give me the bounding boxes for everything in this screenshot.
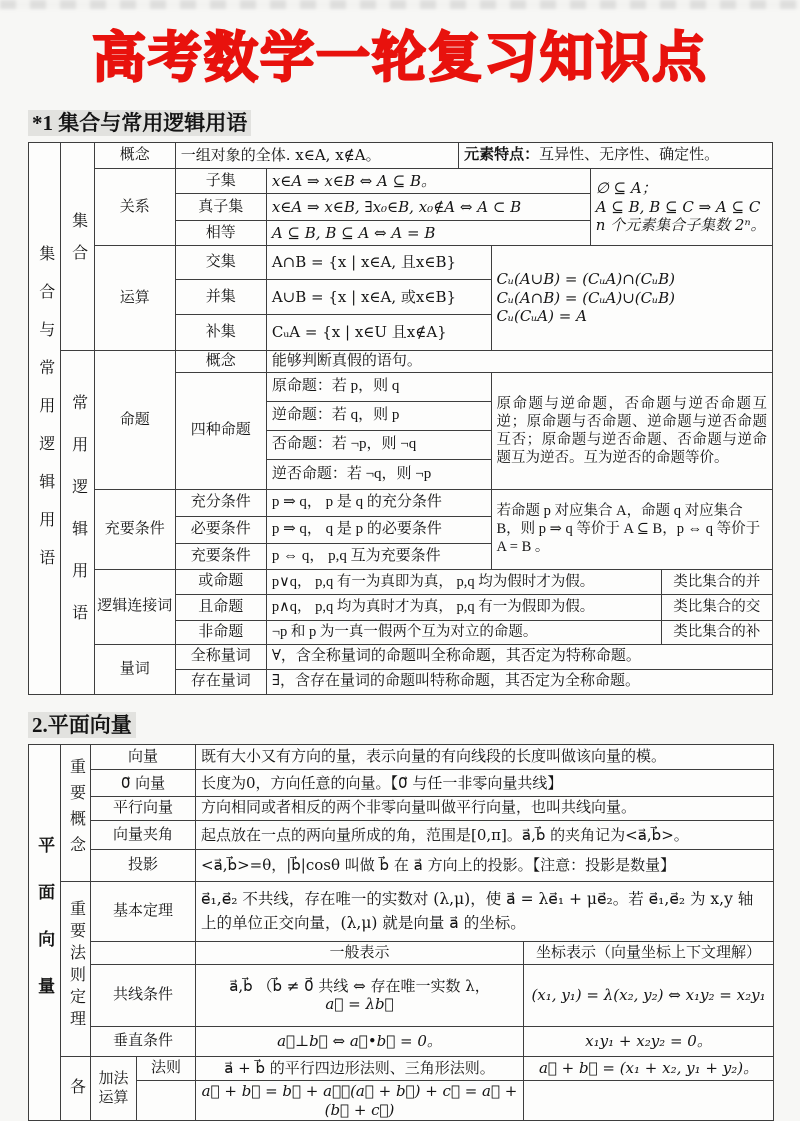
- scan-artifact-strip: [0, 0, 800, 9]
- row-label-concept: 概念: [94, 143, 175, 169]
- element-feature-note: [459, 143, 773, 169]
- row-label-complement: 补集: [175, 315, 266, 351]
- section2-heading: 2.平面向量: [28, 712, 136, 738]
- element-feature-text: 互异性、无序性、确定性。: [539, 147, 720, 164]
- perpendicular-general: a⃗⊥b⃗ ⇔ a⃗•b⃗ = 0。: [196, 1026, 524, 1056]
- universal-quantifier-text: ∀，含全称量词的命题叫全称命题，其否定为特称命题。: [266, 644, 772, 669]
- or-analogy-note: 类比集合的并: [661, 569, 772, 594]
- addition-law-general: a⃗ + b⃗ = b⃗ + a⃗，(a⃗ + b⃗) + c⃗ = a⃗ + (b⃗ + c⃗): [196, 1080, 524, 1121]
- addition-rule-coordinate: a⃗ + b⃗ = (x₁ + x₂, y₁ + y₂)。: [524, 1056, 774, 1080]
- contrapositive-proposition: 逆否命题：若 ¬q，则 ¬p: [266, 459, 491, 489]
- four-propositions-note: 原命题与逆命题，否命题与逆否命题互逆；原命题与否命题、逆命题与逆否命题互否；原命题与逆否命题、否命题与逆命题互为逆否。互为逆否的命题等价。: [491, 372, 772, 489]
- and-analogy-note: 类比集合的交: [661, 594, 772, 620]
- equal-formula: A ⊆ B, B ⊆ A ⇔ A = B: [266, 221, 590, 246]
- section1-heading: *1 集合与常用逻辑用语: [28, 110, 251, 136]
- subset-formula: x∈A ⇒ x∈B ⇔ A ⊆ B。: [266, 169, 590, 194]
- condition-note: 若命题 p 对应集合 A，命题 q 对应集合 B，则 p ⇒ q 等价于 A ⊆ B，p ⇔ q 等价于 A = B 。: [491, 489, 772, 569]
- vector-definition: 既有大小又有方向的量，表示向量的有向线段的长度叫做该向量的模。: [196, 744, 774, 769]
- group-label-addition: 加法运算: [91, 1056, 137, 1121]
- side-label-sets-logic: 集合与常用逻辑用语: [29, 143, 61, 695]
- group-label-operation: 运算: [94, 246, 175, 351]
- complement-law-line2: Cᵤ(A∩B) = (CᵤA)∪(CᵤB): [496, 288, 675, 307]
- collinear-coordinate: (x₁, y₁) = λ(x₂, y₂) ⇔ x₁y₂ = x₂y₁: [524, 964, 774, 1026]
- row-label-fundamental-theorem: 基本定理: [91, 881, 196, 941]
- group-label-key-theorems: 重要法则定理: [61, 881, 91, 1056]
- row-label-vector-angle: 向量夹角: [91, 820, 196, 849]
- relation-note-line2: A ⊆ B, B ⊆ C ⇒ A ⊆ C: [595, 197, 761, 216]
- fundamental-theorem-text: e⃗₁,e⃗₂ 不共线，存在唯一的实数对 (λ,μ)，使 a⃗ = λe⃗₁ + μe⃗₂。若 e⃗₁,e⃗₂ 为 x,y 轴上的单位正交向量，(λ,μ) 就是向量 a⃗ 的坐标。: [196, 881, 774, 941]
- row-label-collinear-condition: 共线条件: [91, 964, 196, 1026]
- row-label-existential: 存在量词: [175, 669, 266, 694]
- row-label-sufficient: 充分条件: [175, 489, 266, 516]
- group-label-key-concepts: 重要概念: [61, 744, 91, 881]
- negative-proposition: 否命题：若 ¬p，则 ¬q: [266, 430, 491, 459]
- general-representation-header: 一般表示: [196, 941, 524, 964]
- page-title: 高考数学一轮复习知识点: [92, 28, 708, 88]
- complement-laws-note: [491, 246, 772, 351]
- row-label-or: 或命题: [175, 569, 266, 594]
- row-label-addition-rule: 法则: [137, 1056, 196, 1080]
- plane-vector-table: [28, 744, 774, 1121]
- group-label-condition: 充要条件: [94, 489, 175, 569]
- complement-law-line3: Cᵤ(CᵤA) = A: [496, 307, 587, 326]
- row-label-intersection: 交集: [175, 246, 266, 280]
- sets-logic-table: [28, 142, 773, 695]
- group-label-relation: 关系: [94, 169, 175, 246]
- intersection-formula: A∩B = {x | x∈A, 且x∈B}: [266, 246, 491, 280]
- sufficient-formula: p ⇒ q， p 是 q 的充分条件: [266, 489, 491, 516]
- necessary-formula: p ⇒ q， q 是 p 的必要条件: [266, 516, 491, 543]
- row-label-and: 且命题: [175, 594, 266, 620]
- relation-note-line3: n 个元素集合子集数 2ⁿ。: [595, 216, 766, 235]
- or-proposition-text: p∨q， p,q 有一为真即为真， p,q 均为假时才为假。: [266, 569, 661, 594]
- original-proposition: 原命题：若 p，则 q: [266, 372, 491, 401]
- converse-proposition: 逆命题：若 q，则 p: [266, 401, 491, 430]
- union-formula: A∪B = {x | x∈A, 或x∈B}: [266, 280, 491, 315]
- collinear-general-line1: a⃗,b⃗ （b⃗ ≠ 0⃗ 共线 ⇔ 存在唯一实数 λ，: [229, 976, 490, 995]
- row-label-equal: 相等: [175, 221, 266, 246]
- group-label-proposition: 命题: [94, 351, 175, 490]
- row-label-projection: 投影: [91, 849, 196, 881]
- complement-formula: CᵤA = {x | x∈U 且x∉A}: [266, 315, 491, 351]
- row-label-universal: 全称量词: [175, 644, 266, 669]
- row-label-subset: 子集: [175, 169, 266, 194]
- row-label-vector: 向量: [91, 744, 196, 769]
- complement-law-line1: Cᵤ(A∪B) = (CᵤA)∩(CᵤB): [496, 269, 675, 288]
- relation-note: [590, 169, 772, 246]
- row-label-union: 并集: [175, 280, 266, 315]
- group-label-logic: 常用逻辑用语: [61, 351, 94, 695]
- group-label-set: 集合: [61, 143, 94, 351]
- row-label-necessary: 必要条件: [175, 516, 266, 543]
- not-analogy-note: 类比集合的补: [661, 620, 772, 644]
- representation-header-spacer: [91, 941, 196, 964]
- section1: [0, 95, 800, 695]
- vector-angle-definition: 起点放在一点的两向量所成的角，范围是[0,π]。a⃗,b⃗ 的夹角记为<a⃗,b⃗>。: [196, 820, 774, 849]
- row-label-zero-vector: 0⃗ 向量: [91, 769, 196, 796]
- collinear-general-line2: a⃗ = λb⃗: [325, 995, 394, 1014]
- collinear-general: [196, 964, 524, 1026]
- addition-rule-general: a⃗ + b⃗ 的平行四边形法则、三角形法则。: [196, 1056, 524, 1080]
- concept-content: 一组对象的全体. x∈A, x∉A。: [175, 143, 458, 169]
- row-label-prop-concept: 概念: [175, 351, 266, 373]
- section2: [0, 695, 800, 1121]
- relation-note-line1: ∅ ⊆ A；: [595, 178, 657, 197]
- projection-definition: <a⃗,b⃗>=θ，|b⃗|cosθ 叫做 b⃗ 在 a⃗ 方向上的投影。【注意：投影是数量】: [196, 849, 774, 881]
- perpendicular-coordinate: x₁y₁ + x₂y₂ = 0。: [524, 1026, 774, 1056]
- not-proposition-text: ¬p 和 p 为一真一假两个互为对立的命题。: [266, 620, 661, 644]
- side-label-plane-vector: 平面向量: [29, 744, 61, 1121]
- proper-subset-formula: x∈A ⇒ x∈B, ∃x₀∈B, x₀∉A ⇔ A ⊂ B: [266, 194, 590, 221]
- zero-vector-definition: 长度为0，方向任意的向量。【0⃗ 与任一非零向量共线】: [196, 769, 774, 796]
- row-label-addition-law: [137, 1080, 196, 1121]
- existential-quantifier-text: ∃，含存在量词的命题叫特称命题，其否定为全称命题。: [266, 669, 772, 694]
- group-label-four-propositions: 四种命题: [175, 372, 266, 489]
- and-proposition-text: p∧q， p,q 均为真时才为真， p,q 有一为假即为假。: [266, 594, 661, 620]
- group-label-connective: 逻辑连接词: [94, 569, 175, 644]
- group-label-quantifier: 量词: [94, 644, 175, 694]
- group-label-operations: 各: [61, 1056, 91, 1121]
- row-label-not: 非命题: [175, 620, 266, 644]
- parallel-vector-definition: 方向相同或者相反的两个非零向量叫做平行向量，也叫共线向量。: [196, 796, 774, 820]
- row-label-perpendicular-condition: 垂直条件: [91, 1026, 196, 1056]
- iff-formula: p ⇔ q， p,q 互为充要条件: [266, 543, 491, 569]
- row-label-proper-subset: 真子集: [175, 194, 266, 221]
- row-label-iff: 充要条件: [175, 543, 266, 569]
- row-label-parallel-vector: 平行向量: [91, 796, 196, 820]
- coordinate-representation-header: 坐标表示（向量坐标上下文理解）: [524, 941, 774, 964]
- prop-concept-text: 能够判断真假的语句。: [266, 351, 772, 373]
- addition-law-coordinate: [524, 1080, 774, 1121]
- element-feature-label: 元素特点：: [464, 147, 540, 164]
